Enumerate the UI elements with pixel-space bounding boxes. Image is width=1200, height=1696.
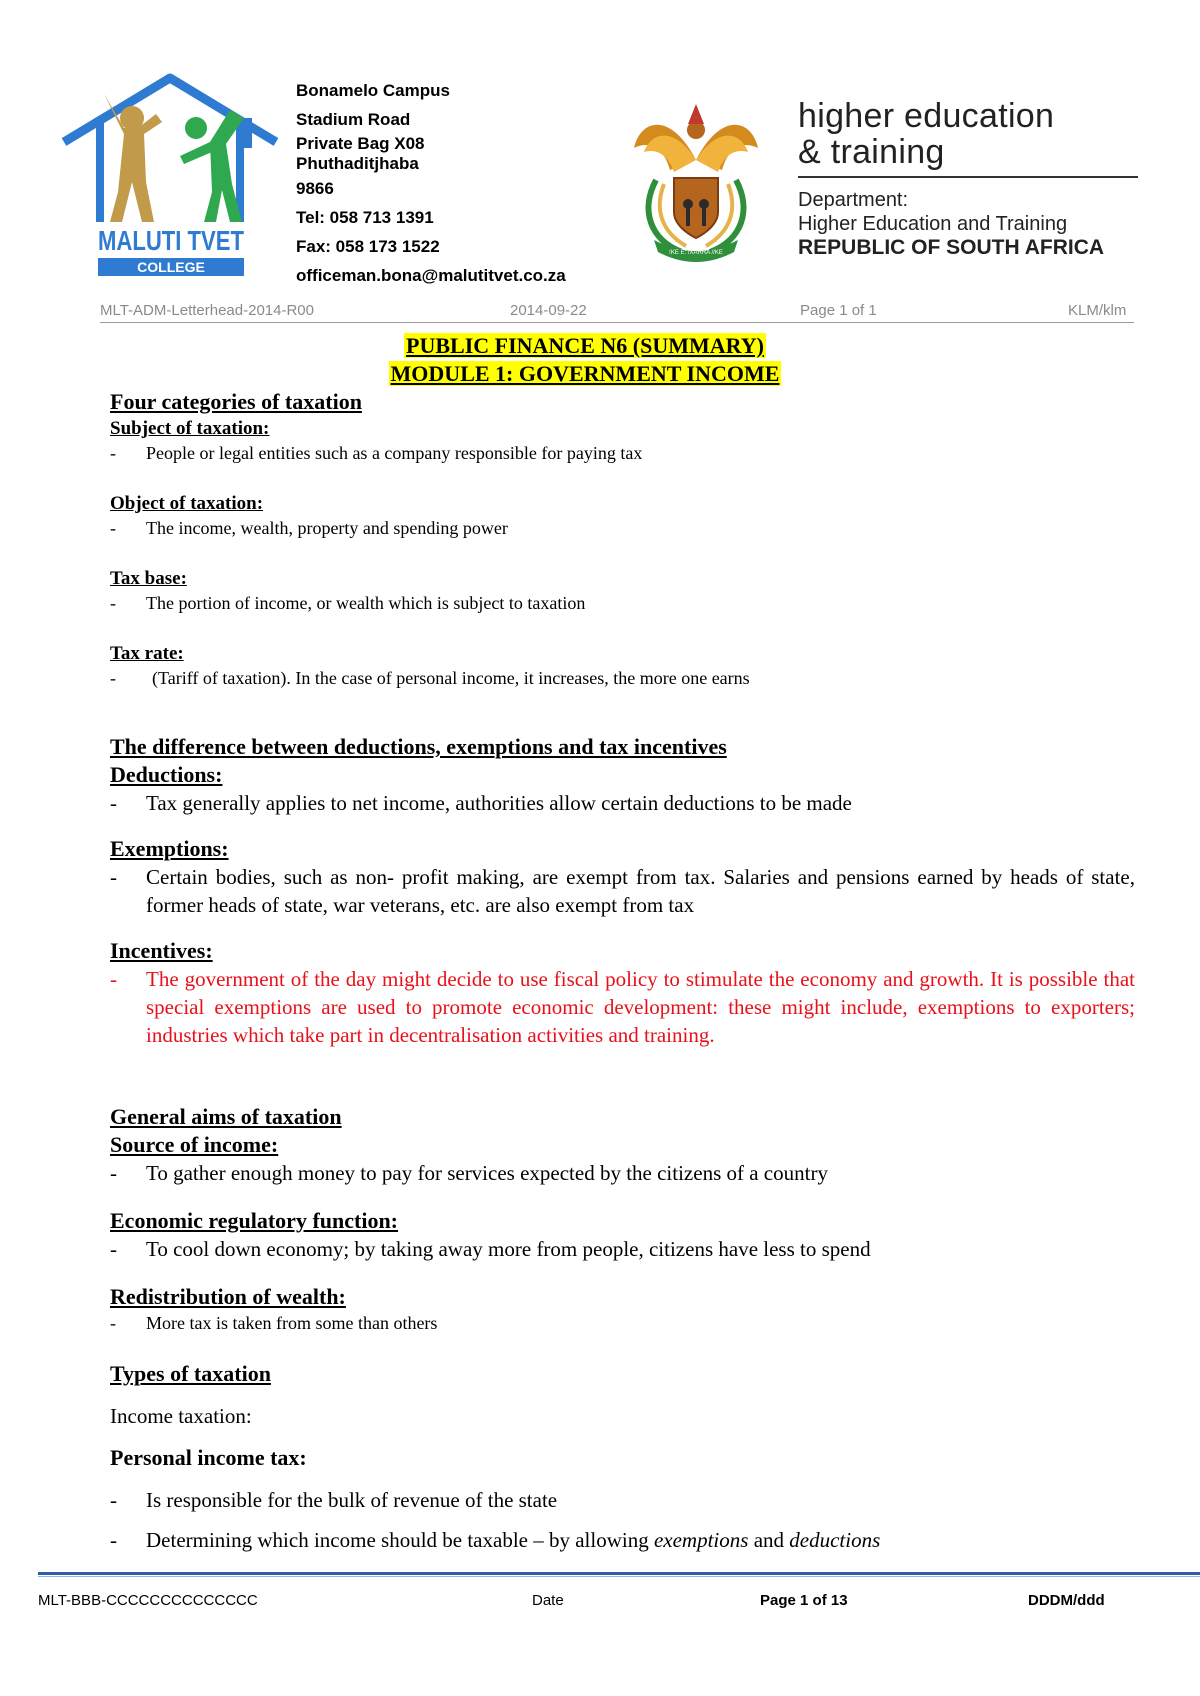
footer-divider xyxy=(38,1572,1200,1575)
bullet-source-of-income xyxy=(110,1159,1135,1187)
subheading-economic-regulatory: Economic regulatory function: xyxy=(110,1208,399,1233)
bullet-text-and: and xyxy=(748,1528,790,1552)
bullet-incentives xyxy=(110,965,1135,1049)
module-title xyxy=(0,360,1170,388)
bullet-dash: - xyxy=(110,791,117,815)
bullet-dash: - xyxy=(110,518,116,538)
bullet-exemptions xyxy=(110,863,1135,919)
campus-fax: Fax: 058 173 1522 xyxy=(296,237,440,256)
bullet-text: More tax is taken from some than others xyxy=(146,1313,438,1333)
bullet-dash: - xyxy=(110,1313,116,1333)
subheading-exemptions: Exemptions: xyxy=(110,836,229,861)
subheading-tax-base: Tax base: xyxy=(110,568,187,589)
bullet-bulk-revenue xyxy=(110,1486,1135,1514)
subheading-tax-rate: Tax rate: xyxy=(110,643,184,664)
dhet-department-name: Higher Education and Training xyxy=(798,213,1068,235)
footer-divider-light xyxy=(38,1576,1200,1577)
subheading-incentives: Incentives: xyxy=(110,938,213,963)
bullet-deductions xyxy=(110,789,1135,817)
bullet-dash: - xyxy=(110,865,117,889)
campus-name: Bonamelo Campus xyxy=(296,81,450,100)
subheading-redistribution: Redistribution of wealth: xyxy=(110,1284,346,1309)
dhet-country: REPUBLIC OF SOUTH AFRICA xyxy=(798,236,1105,259)
dhet-line2: & training xyxy=(798,133,945,171)
module-title-text: MODULE 1: GOVERNMENT INCOME xyxy=(390,361,780,386)
college-logo-icon xyxy=(60,72,280,292)
bullet-text: Determining which income should be taxable – by allowing xyxy=(146,1528,654,1552)
dhet-line1: higher education xyxy=(798,97,1055,135)
letterhead-ref: MLT-ADM-Letterhead-2014-R00 xyxy=(100,302,314,319)
bullet-emphasis-exemptions: exemptions xyxy=(653,1528,749,1552)
dhet-department-label: Department: xyxy=(798,189,909,211)
bullet-text: Tax generally applies to net income, authorities allow certain deductions to be made xyxy=(146,791,852,815)
section-heading-categories: Four categories of taxation xyxy=(110,389,362,414)
document-title-text: PUBLIC FINANCE N6 (SUMMARY) xyxy=(406,333,764,358)
letterhead-page: Page 1 of 1 xyxy=(800,302,877,319)
section-heading-general-aims: General aims of taxation xyxy=(110,1104,342,1129)
subheading-deductions: Deductions: xyxy=(110,762,223,787)
section-heading-types: Types of taxation xyxy=(110,1361,271,1386)
footer-initials: DDDM/ddd xyxy=(1028,1592,1105,1609)
bullet-dash: - xyxy=(110,967,117,991)
letterhead-date: 2014-09-22 xyxy=(510,302,587,319)
bullet-text: The income, wealth, property and spending power xyxy=(146,518,508,538)
campus-address-block xyxy=(296,76,566,290)
bullet-text: The portion of income, or wealth which is subject to taxation xyxy=(146,593,586,613)
svg-text:!KE E: /XARRA //KE: !KE E: /XARRA //KE xyxy=(669,250,723,256)
letterhead-initials: KLM/klm xyxy=(1068,302,1127,319)
campus-bag: Private Bag X08 xyxy=(296,134,425,153)
bullet-economic-regulatory xyxy=(110,1235,1135,1263)
bullet-tax-base xyxy=(110,591,1135,616)
footer-ref: MLT-BBB-CCCCCCCCCCCCCC xyxy=(38,1592,258,1609)
college-logo xyxy=(60,72,280,292)
bullet-subject xyxy=(110,441,1135,466)
bullet-text: To gather enough money to pay for services expected by the citizens of a country xyxy=(146,1161,828,1185)
dhet-divider xyxy=(798,176,1138,178)
subheading-subject: Subject of taxation: xyxy=(110,418,270,439)
campus-email[interactable]: officeman.bona@malutitvet.co.za xyxy=(296,266,566,285)
bullet-text: People or legal entities such as a company responsible for paying tax xyxy=(146,443,643,463)
bullet-dash: - xyxy=(110,668,116,688)
bullet-object xyxy=(110,516,1135,541)
bullet-text: (Tariff of taxation). In the case of personal income, it increases, the more one earns xyxy=(152,668,750,688)
bullet-redistribution xyxy=(110,1311,1135,1336)
coat-of-arms xyxy=(630,100,762,262)
campus-code: 9866 xyxy=(296,179,334,198)
subheading-object: Object of taxation: xyxy=(110,493,264,514)
bullet-text: To cool down economy; by taking away more from people, citizens have less to spend xyxy=(146,1237,871,1261)
document-title xyxy=(0,332,1170,360)
coat-of-arms-icon xyxy=(630,100,762,262)
bullet-text: Is responsible for the bulk of revenue of the state xyxy=(146,1488,558,1512)
section-heading-difference: The difference between deductions, exemptions and tax incentives xyxy=(110,734,727,759)
bullet-taxable-income xyxy=(110,1526,1135,1554)
bullet-dash: - xyxy=(110,1528,117,1552)
bullet-tax-rate xyxy=(110,666,1135,691)
subheading-source-of-income: Source of income: xyxy=(110,1132,279,1157)
campus-street: Stadium Road xyxy=(296,110,411,129)
bullet-dash: - xyxy=(110,1237,117,1261)
subheading-personal-income-tax: Personal income tax: xyxy=(110,1445,307,1470)
dhet-logo-block xyxy=(798,98,1138,260)
bullet-emphasis-deductions: deductions xyxy=(789,1528,881,1552)
footer-date: Date xyxy=(532,1592,564,1609)
bullet-text: Certain bodies, such as non- profit making, are exempt from tax. Salaries and pensions earned by heads of state, former heads of state, war veterans, etc. are also exempt from tax xyxy=(146,865,1135,917)
campus-town: Phuthaditjhaba xyxy=(296,154,419,173)
campus-tel: Tel: 058 713 1391 xyxy=(296,208,434,227)
bullet-dash: - xyxy=(110,443,116,463)
income-taxation-label: Income taxation: xyxy=(110,1404,252,1428)
logo-main-text: MALUTI TVET xyxy=(98,225,244,256)
logo-sub-text: COLLEGE xyxy=(137,259,205,275)
bullet-text: The government of the day might decide to use fiscal policy to stimulate the economy and growth. It is possible that special exemptions are used to promote economic development: these might include, exemptions to exporters; industries which take part in decentralisation activities and training. xyxy=(146,967,1135,1047)
bullet-dash: - xyxy=(110,1161,117,1185)
document-body xyxy=(110,388,1135,1554)
bullet-dash: - xyxy=(110,593,116,613)
footer-page: Page 1 of 13 xyxy=(760,1592,848,1609)
letterhead-divider xyxy=(100,322,1134,323)
bullet-dash: - xyxy=(110,1488,117,1512)
